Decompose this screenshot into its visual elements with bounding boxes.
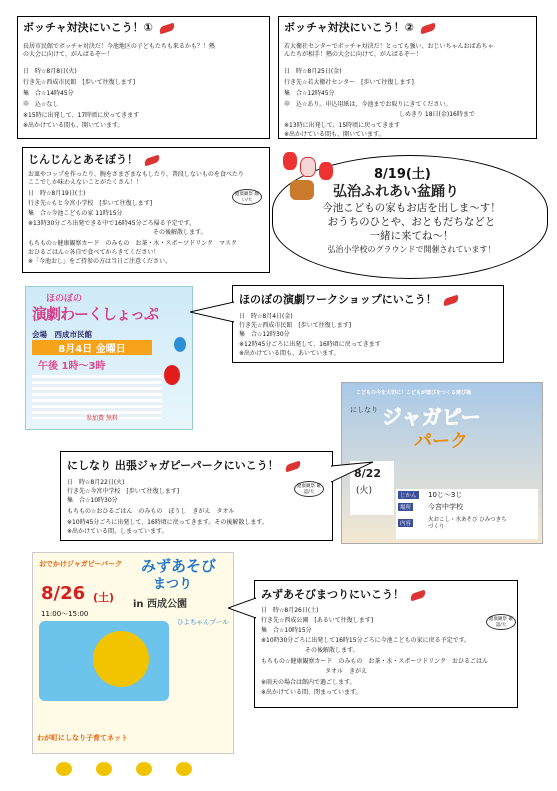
event-note: ※出かけている間、閉まっています。: [261, 689, 362, 696]
event-destination: 行き先☆西成市民館 [歩いて往復します]: [23, 79, 136, 86]
poster-title: パーク: [414, 431, 468, 452]
event-box-boccia-2: [278, 16, 537, 139]
event-intro: お皿やコップを作ったり、腕をさまざまなもしたり、普段しないものを食べたり: [28, 171, 244, 178]
event-note: ※10時30分ごろに出発して16時15分ごろに今池こどもの家に戻る予定です。: [261, 637, 471, 644]
event-note: ※出かけている間も、開いています。: [23, 122, 124, 129]
poster-title: 演劇わーくしょっぷ: [32, 305, 159, 323]
poster-time: 11:00～15:00: [41, 610, 89, 618]
character-icon: [93, 631, 149, 687]
chili-icon: [143, 154, 160, 166]
event-destination: 行き先☆西成市民館 [歩いて往復します]: [239, 322, 352, 329]
event-note: その後解散します。: [153, 229, 207, 236]
event-note: その後解散します。: [305, 647, 359, 654]
event-note: ※13時30分ごろ出発できる中で16時45分ごろ帰る予定です。: [28, 220, 196, 227]
event-intro: んたちが相手！熱の大会に向けて、がんばるぞ～！: [284, 51, 422, 58]
event-destination: 行き先☆西成公園 [あるいて往復します]: [261, 617, 374, 624]
poster-fee: 参加費 無料: [86, 415, 118, 422]
poster-title: ジャガピー: [382, 405, 481, 429]
chick-icon: [56, 762, 72, 776]
event-destination: 行き先☆もと今宮小学校 [歩いて往復します]: [28, 200, 153, 207]
event-meet: 集 合☆12時30分: [239, 331, 290, 338]
bon-text: おうちのひとや、おともだちなどと: [327, 216, 496, 228]
poster-value: 今宮中学校: [428, 503, 463, 511]
event-meet: 集 合☆14時45分: [23, 90, 74, 97]
poster-dow: (火): [356, 486, 373, 496]
chili-icon: [442, 294, 459, 306]
poster-title: まつり: [153, 577, 193, 592]
workshop-poster: [25, 286, 193, 430]
event-date: 日 時☆8月25日(金): [284, 68, 342, 75]
health-check-badge: 健康観察 願い/大: [232, 189, 262, 205]
chili-icon: [419, 22, 436, 34]
poster-label: じかん: [400, 493, 417, 499]
poster-value: 10じ～3じ: [428, 491, 463, 499]
poster-top: こどもの今を大切に！こどもが遊びをつくる遊び場: [356, 390, 472, 396]
event-intro: 若大衛社センターでボッチャ対決だ！とっても強い、おじいちゃんおばあちゃ: [284, 43, 494, 50]
event-note: ※13時に出発して、15時頃に戻ってきます: [284, 122, 401, 129]
speech-tail: [228, 596, 256, 620]
poster-time: 午後 1時～3時: [38, 361, 106, 372]
event-title: ボッチャ対決にいこう！①: [23, 19, 175, 35]
event-box-workshop: [232, 285, 504, 363]
poster-value: 火おこし・水あそび ひみつきちづくり: [428, 517, 507, 530]
event-date: 日 時☆8月4日(金): [239, 313, 293, 320]
chick-icon: [176, 762, 192, 776]
event-intro: ここでしか味わえないことがたくさん！！: [28, 179, 143, 186]
bon-text: 一緒に来てね～！: [369, 230, 454, 242]
health-check-badge: 健康観察 確認/大: [294, 481, 324, 497]
lantern-icon: [319, 162, 333, 180]
event-destination: 行き先☆若大衛社センター [歩いて往復します]: [284, 79, 414, 86]
event-destination: 行き先☆今宮中学校 [歩いて往復します]: [67, 488, 180, 495]
poster-dow: (土): [93, 591, 115, 604]
chili-icon: [158, 22, 175, 34]
poster-date: 8月4日 金曜日: [32, 340, 152, 355]
poster-label: 場所: [400, 505, 412, 511]
event-apply: 申 込☆あり。申込用紙は、今池までお取りにきてください。: [284, 101, 452, 108]
event-date: 日 時☆8月8日(火): [23, 68, 77, 75]
event-note: ※出かけている間、しまっています。: [67, 528, 168, 535]
poster-venue: 会場 西成市民館: [32, 330, 92, 339]
bon-date: 8/19(土): [374, 167, 431, 182]
event-date: 日 時☆8月19日(土): [28, 190, 86, 197]
balloon-icon: [174, 337, 186, 352]
event-box-water-festival: [254, 580, 518, 708]
bon-title: 弘治ふれあい盆踊り: [333, 184, 459, 200]
balloon-icon: [164, 365, 180, 385]
event-meet: 集 合☆10時15分: [261, 627, 312, 634]
poster-top: ほのぼの: [46, 294, 83, 304]
event-deadline: しめきり 18日(金)16時まで: [399, 111, 475, 118]
poster-banner: おでかけジャガピーパーク: [39, 560, 123, 568]
speech-tail: [331, 460, 373, 484]
poster-date: 8/22: [354, 467, 381, 480]
event-items: もちもの☆おひるごはん のみもの ぼうし きがえ タオル: [67, 508, 235, 515]
event-items: もちもの☆健康観察カード のみもの お茶・水・スポーツドリンク マスク: [28, 240, 238, 247]
bon-text: 弘治小学校のグラウンドで開催されています！: [327, 245, 496, 254]
speech-tail: [190, 300, 234, 324]
event-intro: 長居市民館でボッチャ対決だ！今池地区の子どもたちも来るかも？！熱: [23, 43, 215, 50]
chick-icon: [136, 762, 152, 776]
event-title: ボッチャ対決にいこう！②: [284, 19, 436, 35]
event-date: 日 時☆8月22日(火): [67, 479, 125, 486]
event-meet: 集 合☆12時45分: [284, 90, 335, 97]
poster-place: in 西成公園: [133, 599, 188, 610]
health-check-badge: 健康観察 確認/大: [486, 614, 516, 630]
lantern-icon: [300, 157, 316, 177]
event-meet: 集 合☆10時30分: [67, 497, 118, 504]
chili-icon: [284, 460, 301, 472]
poster-small: にしなり: [350, 406, 378, 414]
event-items: タオル きがえ: [325, 668, 368, 675]
event-meet: 集 合☆今池こどもの家 11時15分: [28, 210, 123, 217]
event-note: ※「今池おし」をご持参の方は当日ご注意ください。: [28, 258, 172, 265]
event-title: にしなり 出張ジャガピーパークにいこう！: [67, 457, 301, 473]
event-apply: 申 込☆なし: [23, 101, 59, 108]
event-box-boccia-1: [17, 16, 270, 139]
event-note: ※雨天の場合は館内で過ごします。: [261, 679, 356, 686]
event-intro: の大会に向けて、がんばるぞ～！: [23, 51, 113, 58]
poster-label: 内容: [400, 521, 412, 527]
drum-icon: [290, 180, 314, 200]
poster-date: 8/26: [41, 583, 86, 604]
event-title: じんじんとあそぼう！: [28, 151, 160, 167]
event-note: ※15時に出発して、17時頃に戻ってきます: [23, 112, 140, 119]
event-items: もちもの☆健康観察カード のみもの お茶・水・スポーツドリンク おひるごはん: [261, 658, 489, 665]
event-lunch: おひるごはん☆各自で食べてからきてください！: [28, 249, 160, 256]
event-box-jagapy: [60, 451, 333, 541]
bon-text: 今池こどもの家もお店を出しま～す！: [322, 202, 501, 214]
poster-pool: ひよちゃんプール: [177, 618, 229, 626]
event-note: ※出かけている間も、あいています。: [239, 350, 340, 357]
chick-icon: [96, 762, 112, 776]
chili-icon: [409, 589, 426, 601]
poster-footer: わが町にしなり子育てネット: [37, 734, 128, 742]
event-title: みずあそびまつりにいこう！: [261, 586, 426, 602]
event-note: ※10時45分ごろに出発して、16時頃に戻ってきます。その後解散します。: [67, 519, 268, 526]
event-title: ほのぼの演劇ワークショップにいこう！: [239, 291, 459, 307]
poster-title: みずあそび: [141, 557, 217, 575]
event-note: ※12時45分ごろに出発して、16時頃に戻ってきます: [239, 341, 381, 348]
event-date: 日 時☆8月26日(土): [261, 607, 319, 614]
lantern-icon: [283, 152, 297, 170]
event-note: ※出かけている間も、開いています。: [284, 131, 385, 138]
water-festival-poster: [32, 552, 234, 754]
